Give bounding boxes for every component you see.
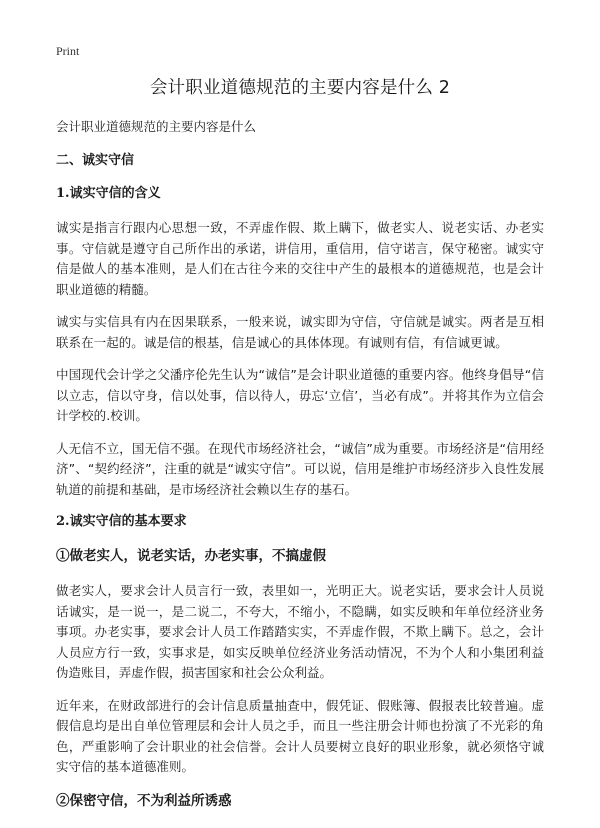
paragraph-meaning-1: 诚实是指言行跟内心思想一致，不弄虚作假、欺上瞒下，做老实人、说老实话、办老实事。守信就是遵守自己所作出的承诺，讲信用，重信用，信守诺言，保守秘密。诚实守信是做人的基本准则，是人们在古往今来的交往中产生的最根本的道德规范，也是会计职业道德的精髓。 (56, 220, 544, 297)
paragraph-meaning-3: 中国现代会计学之父潘序伦先生认为“诚信”是会计职业道德的重要内容。他终身倡导“信以立志，信以守身，信以处事，信以待人，毋忘‘立信’，当必有成”。并将其作为立信会计学校的.校训。 (56, 367, 544, 423)
subsection-heading-requirements: 2.诚实守信的基本要求 (56, 514, 187, 529)
document-title: 会计职业道德规范的主要内容是什么 2 (149, 78, 451, 98)
subsection-heading-meaning: 1.诚实守信的含义 (56, 186, 161, 201)
requirement-heading-2: ②保密守信，不为利益所诱惑 (56, 792, 232, 809)
paragraph-requirement-2: 近年来，在财政部进行的会计信息质量抽查中，假凭证、假账簿、假报表比较普遍。虚假信息均是出自单位管理层和会计人员之手，而且一些注册会计师也扮演了不光彩的角色，严重影响了会计职业的社会信誉。会计人员要树立良好的职业形象，就必须恪守诚实守信的基本道德准则。 (56, 697, 544, 774)
print-label: Print (56, 44, 80, 58)
paragraph-meaning-2: 诚实与实信具有内在因果联系，一般来说，诚实即为守信，守信就是诚实。两者是互相联系在一起的。诚是信的根基，信是诚心的具体体现。有诚则有信，有信诚更诚。 (56, 314, 544, 350)
document-subtitle: 会计职业道德规范的主要内容是什么 (56, 119, 257, 134)
section-heading-honesty: 二、诚实守信 (56, 153, 135, 168)
requirement-heading-1: ①做老实人，说老实话，办老实事，不搞虚假 (56, 548, 326, 564)
paragraph-requirement-1: 做老实人，要求会计人员言行一致，表里如一，光明正大。说老实话，要求会计人员说话诚实，是一说一，是二说二，不夸大，不缩小，不隐瞒，如实反映和年单位经济业务事项。办老实事，要求会计人员工作踏踏实实，不弄虚作假，不欺上瞒下。总之，会计人员应方行一致，实事求是，如实反映单位经济业务活动情况，不为个人和小集团利益伪造账目，弄虚作假，损害国家和社会公众利益。 (56, 583, 544, 680)
paragraph-meaning-4: 人无信不立，国无信不强。在现代市场经济社会，“诚信”成为重要。市场经济是“信用经济”、“契约经济”，注重的就是“诚实守信”。可以说，信用是维护市场经济步入良性发展轨道的前提和基础，是市场经济社会赖以生存的基石。 (56, 440, 544, 497)
